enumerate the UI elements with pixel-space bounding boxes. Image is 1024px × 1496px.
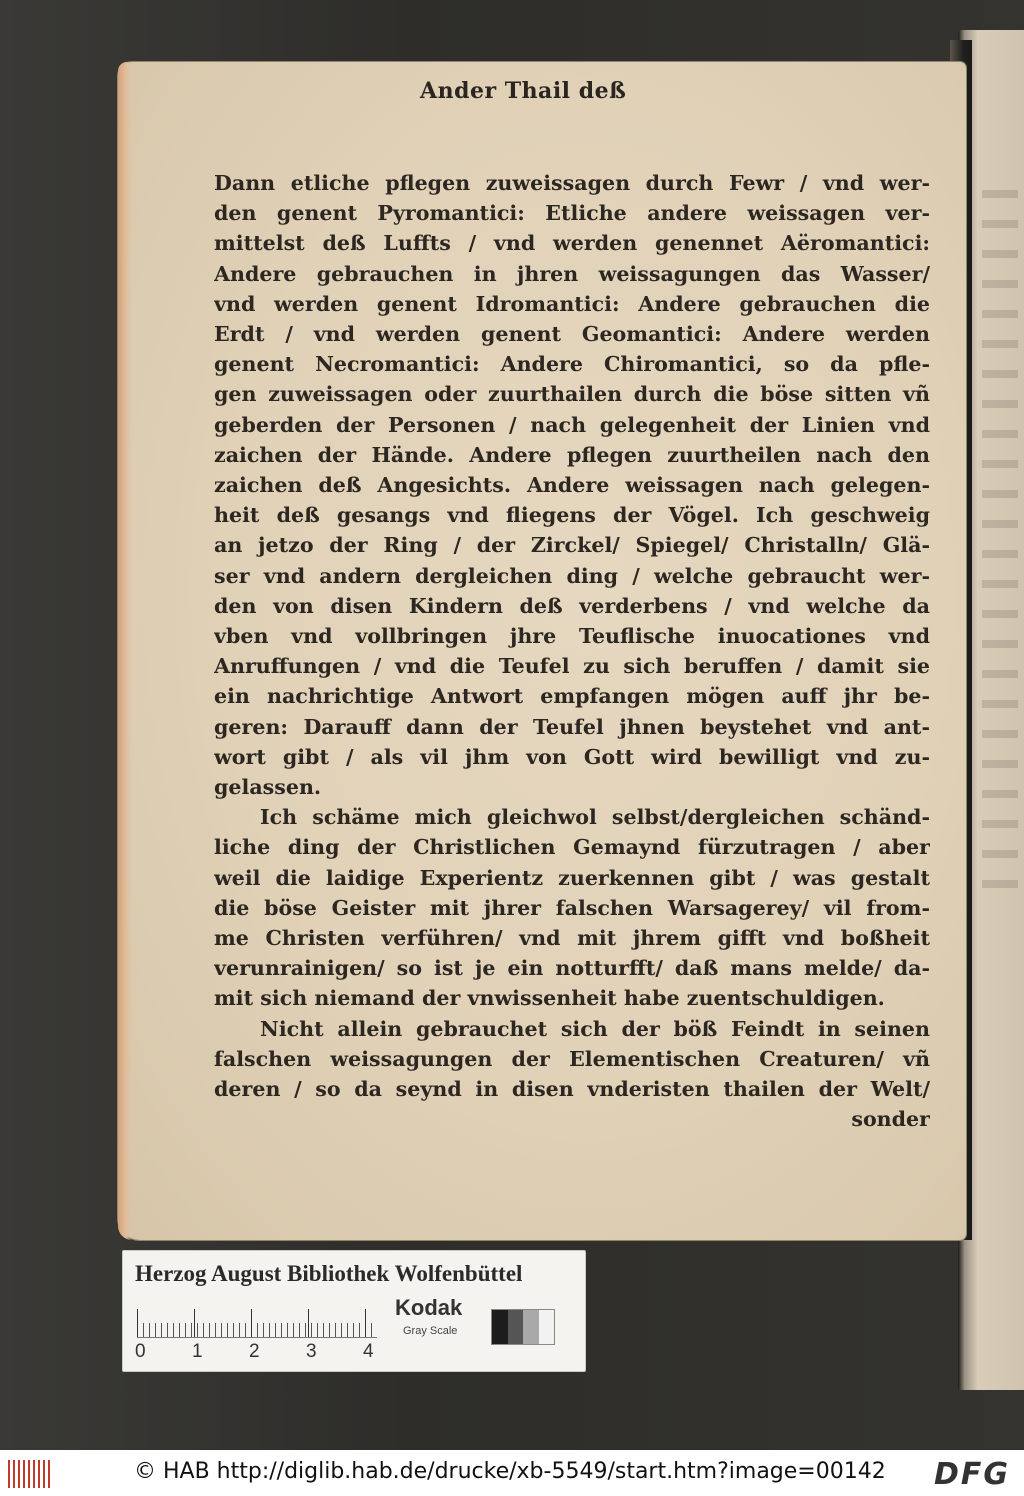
text-line: gen zuweissagen oder zuurthailen durch die böse sitten vñ [214, 382, 930, 407]
ruler-major-tick [194, 1309, 195, 1337]
text-line: zaichen deß Angesichts. Andere weissagen nach gelegen- [214, 473, 930, 498]
gray-scale-patches [491, 1309, 555, 1345]
text-line: vnd werden genent Idromantici: Andere gebrauchen die [214, 291, 930, 316]
text-line: zaichen der Hände. Andere pflegen zuurtheilen nach den [214, 442, 930, 467]
text-line: weil die laidige Experientz zuerkennen gibt / was gestalt [214, 865, 930, 890]
catchword: sonder [851, 1107, 930, 1132]
text-line: ein nachrichtige Antwort empfangen mögen auff jhr be- [214, 684, 930, 709]
measurement-ruler [137, 1303, 377, 1338]
text-line: deren / so da seynd in disen vnderisten thailen der Welt/ [214, 1077, 930, 1102]
text-line: Anruffungen / vnd die Teufel zu sich beruffen / damit sie [214, 654, 930, 679]
ruler-number: 0 [135, 1341, 146, 1362]
text-line: geberden der Personen / nach gelegenheit der Linien vnd [214, 412, 930, 437]
text-line: mit sich niemand der vnwissenheit habe zuentschuldigen. [214, 986, 885, 1011]
ruler-number: 1 [192, 1341, 203, 1362]
text-line: die böse Geister mit jhrer falschen Warsagerey/ vil from- [214, 895, 930, 920]
text-line: wort gibt / als vil jhm von Gott wird bewilligt vnd zu- [214, 744, 930, 769]
dfg-logo: DFG [934, 1457, 1011, 1492]
gray-patch [492, 1310, 508, 1344]
page-text-block [214, 168, 930, 1135]
text-line: falschen weissagungen der Elementischen Creaturen/ vñ [214, 1046, 930, 1071]
text-line: vben vnd vollbringen jhre Teuflische inuocationes vnd [214, 624, 930, 649]
ruler-major-tick [137, 1309, 138, 1337]
ruler-numbers [133, 1341, 383, 1363]
text-line: den genent Pyromantici: Etliche andere weissagen ver- [214, 201, 930, 226]
text-line: genent Necromantici: Andere Chiromantici, so da pfle- [214, 352, 930, 377]
running-head: Ander Thail deß [420, 78, 627, 104]
ruler-major-tick [365, 1309, 366, 1337]
gray-scale-label: Gray Scale [403, 1325, 458, 1337]
footer-credit-link[interactable]: © HAB http://diglib.hab.de/drucke/xb-5549/start.htm?image=00142 [134, 1459, 886, 1484]
ruler-number: 4 [363, 1341, 374, 1362]
text-line: liche ding der Christlichen Gemaynd fürzutragen / aber [214, 835, 930, 860]
text-line: gelassen. [214, 775, 322, 800]
text-line: geren: Darauff dann der Teufel jhnen beystehet vnd ant- [214, 714, 930, 739]
gray-patch [523, 1310, 539, 1344]
text-line: verunrainigen/ so ist je ein notturfft/ daß mans melde/ da- [214, 956, 930, 981]
text-line: Erdt / vnd werden genent Geomantici: Andere werden [214, 322, 930, 347]
ruler-number: 3 [306, 1341, 317, 1362]
text-line: ser vnd andern dergleichen ding / welche gebraucht wer- [214, 563, 930, 588]
text-line: an jetzo der Ring / der Zirckel/ Spiegel/ Christalln/ Glä- [214, 533, 930, 558]
ruler-major-tick [251, 1309, 252, 1337]
library-name: Herzog August Bibliothek Wolfenbüttel [135, 1261, 523, 1286]
ruler-number: 2 [249, 1341, 260, 1362]
color-scale-card [122, 1250, 586, 1372]
footer-bar [0, 1450, 1024, 1496]
ruler-major-tick [308, 1309, 309, 1337]
text-line: den von disen Kindern deß verderbens / vnd welche da [214, 593, 930, 618]
text-line: Dann etliche pflegen zuweissagen durch Fewr / vnd wer- [214, 171, 930, 195]
text-line: heit deß gesangs vnd fliegens der Vögel. Ich geschweig [214, 503, 930, 528]
text-line: me Christen verführen/ vnd mit jhrem gifft vnd boßheit [214, 926, 930, 951]
text-line: Ich schäme mich gleichwol selbst/dergleichen schänd- [260, 805, 930, 830]
text-line: mittelst deß Luffts / vnd werden genennet Aëromantici: [214, 231, 930, 256]
text-line: Nicht allein gebrauchet sich der böß Feindt in seinen [260, 1016, 930, 1041]
gray-patch [508, 1310, 524, 1344]
kodak-logo: Kodak [395, 1295, 463, 1320]
text-line: Andere gebrauchen in jhren weissagungen das Wasser/ [214, 261, 930, 286]
adjacent-page-text-fragments [982, 190, 1018, 890]
gray-patch [539, 1310, 555, 1344]
hab-logo-icon [8, 1460, 50, 1488]
